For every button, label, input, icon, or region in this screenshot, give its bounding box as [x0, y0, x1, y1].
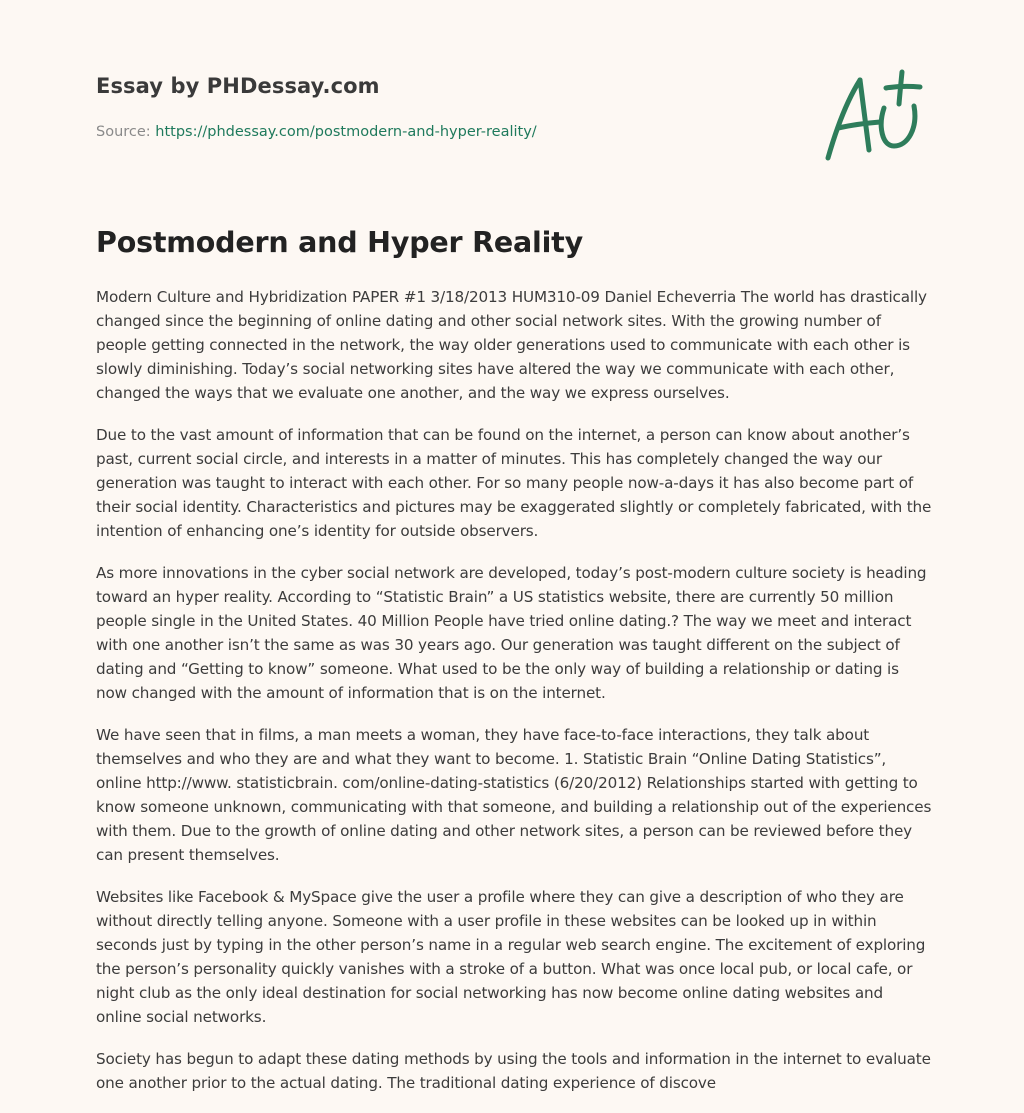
source-label: Source: [96, 124, 151, 140]
a-plus-logo-icon [822, 68, 926, 168]
essay-paragraph: Society has begun to adapt these dating methods by using the tools and information in the internet to evaluate one another prior to the actual dating. The traditional dating experience of discove [96, 1050, 931, 1092]
source-link[interactable]: https://phdessay.com/postmodern-and-hyper-reality/ [155, 124, 537, 140]
source-line [96, 124, 537, 140]
essay-paragraph: We have seen that in films, a man meets a woman, they have face-to-face interactions, they talk about themselves and who they are and what they want to become. 1. Statistic Brain “Online Dating Statistics”, online http://www. statisticbrain. com/online-dating-statistics (6/20/2012) Relationships started with getting to know someone unknown, communicating with that someone, and building a relationship out of the experiences with them. Due to the growth of online dating and other network sites, a person can be reviewed before they can present themselves. [96, 726, 932, 864]
site-brand: Essay by PHDessay.com [96, 74, 380, 98]
essay-paragraph: Websites like Facebook & MySpace give the user a profile where they can give a description of who they are without directly telling anyone. Someone with a user profile in these websites can be looked up in within seconds just by typing in the other person’s name in a regular web search engine. The excitement of exploring the person’s personality quickly vanishes with a stroke of a button. What was once local pub, or local cafe, or night club as the only ideal destination for social networking has now become online dating websites and online social networks. [96, 888, 926, 1026]
essay-paragraph: Due to the vast amount of information that can be found on the internet, a person can know about another’s past, current social circle, and interests in a matter of minutes. This has completely changed the way our generation was taught to interact with each other. For so many people now-a-days it has also become part of their social identity. Characteristics and pictures may be exaggerated slightly or completely fabricated, with the intention of enhancing one’s identity for outside observers. [96, 426, 932, 540]
essay-paragraph: Modern Culture and Hybridization PAPER #1 3/18/2013 HUM310-09 Daniel Echeverria The world has drastically changed since the beginning of online dating and other social network sites. With the growing number of people getting connected in the network, the way older generations used to communicate with each other is slowly diminishing. Today’s social networking sites have altered the way we communicate with each other, changed the ways that we evaluate one another, and the way we express ourselves. [96, 288, 927, 402]
essay-paragraph: As more innovations in the cyber social network are developed, today’s post-modern culture society is heading toward an hyper reality. According to “Statistic Brain” a US statistics website, there are currently 50 million people single in the United States. 40 Million People have tried online dating.? The way we meet and interact with one another isn’t the same as was 30 years ago. Our generation was taught different on the subject of dating and “Getting to know” someone. What used to be the only way of building a relationship or dating is now changed with the amount of information that is on the internet. [96, 564, 927, 702]
essay-body [96, 285, 932, 1113]
a-plus-logo [822, 68, 926, 168]
document-page [96, 0, 932, 1100]
essay-title: Postmodern and Hyper Reality [96, 226, 583, 259]
